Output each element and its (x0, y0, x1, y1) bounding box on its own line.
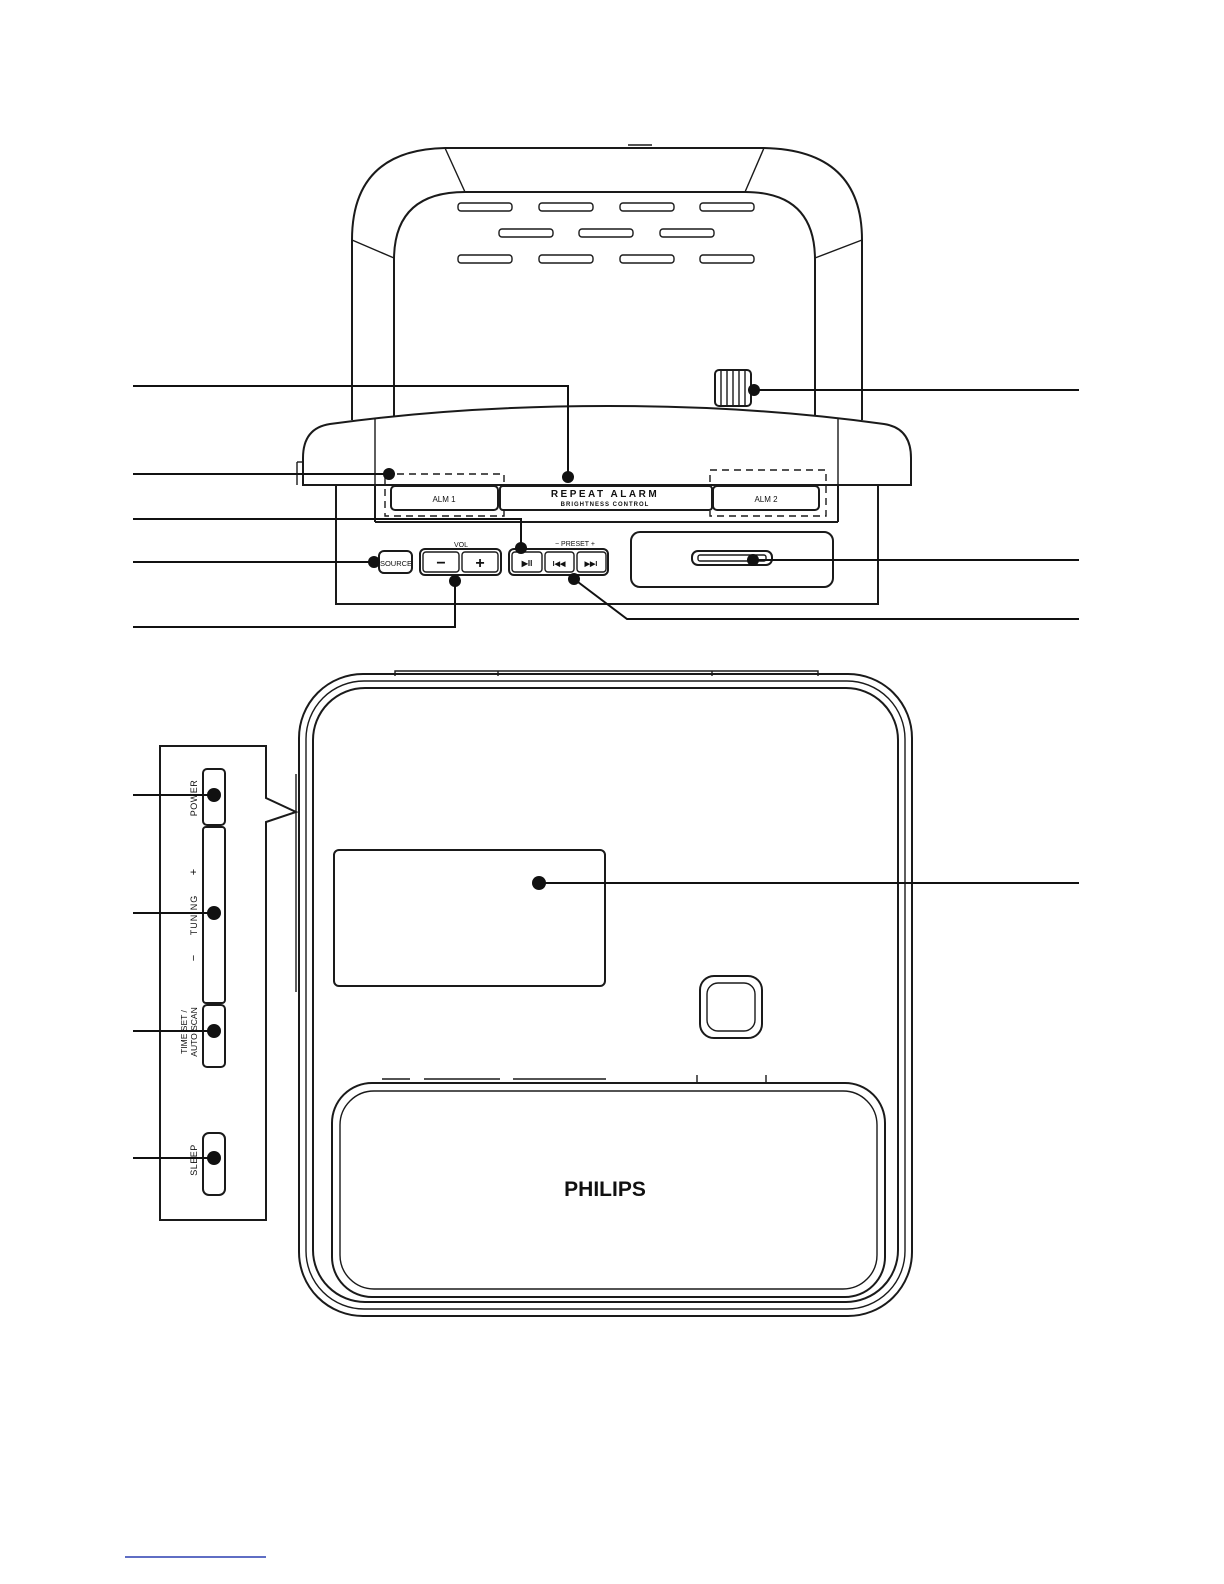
callout-dot-vol (449, 575, 461, 587)
philips-logo: PHILIPS (564, 1178, 646, 1201)
tuning-label: TUNING (189, 894, 199, 936)
callout-dot-source (368, 556, 380, 568)
alm2-button[interactable] (713, 486, 819, 510)
callout-dot-alm1 (383, 468, 395, 480)
vol-minus-button[interactable] (423, 552, 459, 572)
source-button[interactable] (379, 551, 412, 573)
play-pause-button[interactable] (512, 552, 542, 572)
alm2-label: ALM 2 (754, 495, 778, 504)
callout-dot-preset (568, 573, 580, 585)
power-label: POWER (189, 779, 199, 817)
time-set-label: TIME SET / (179, 1010, 189, 1054)
vol-plus-button[interactable] (462, 552, 498, 572)
callout-dot-repeat-alarm (562, 471, 574, 483)
tuning-plus-label: + (188, 868, 200, 876)
preset-label: − PRESET + (555, 541, 595, 548)
callout-dot-display (532, 876, 546, 890)
callout-dot-dock (747, 554, 759, 566)
prev-icon: I◀◀ (552, 561, 566, 568)
vol-plus-label: + (475, 555, 485, 572)
next-icon: ▶▶I (584, 561, 598, 568)
auto-scan-label: AUTO SCAN (189, 1007, 199, 1057)
front-view (297, 145, 911, 604)
callout-dot-power (207, 788, 221, 802)
callout-dot-tuning (207, 906, 221, 920)
play-pause-icon: ▶II (521, 559, 533, 568)
preset-prev-button[interactable] (545, 552, 574, 572)
tuning-knob[interactable] (715, 370, 751, 406)
preset-next-button[interactable] (577, 552, 606, 572)
alm1-label: ALM 1 (432, 495, 456, 504)
tuning-minus-label: − (188, 954, 200, 962)
speaker-grille (458, 203, 754, 263)
sleep-label: SLEEP (189, 1144, 199, 1176)
alm1-button[interactable] (391, 486, 498, 510)
side-panel-callout (160, 746, 296, 1220)
vol-minus-label: − (436, 555, 446, 572)
callout-dot-time-set (207, 1024, 221, 1038)
callout-dot-play-pause (515, 542, 527, 554)
top-view (160, 671, 912, 1316)
front-ridge-marks (382, 1075, 766, 1082)
repeat-alarm-button[interactable] (500, 486, 712, 510)
top-square-button[interactable] (700, 976, 762, 1038)
callout-dot-knob (748, 384, 760, 396)
callout-dot-sleep (207, 1151, 221, 1165)
brightness-control-label: BRIGHTNESS CONTROL (560, 502, 650, 508)
vol-label: VOL (453, 542, 469, 549)
source-label: SOURCE (379, 559, 413, 568)
repeat-alarm-label: REPEAT ALARM (550, 489, 660, 500)
display-window (334, 850, 605, 986)
